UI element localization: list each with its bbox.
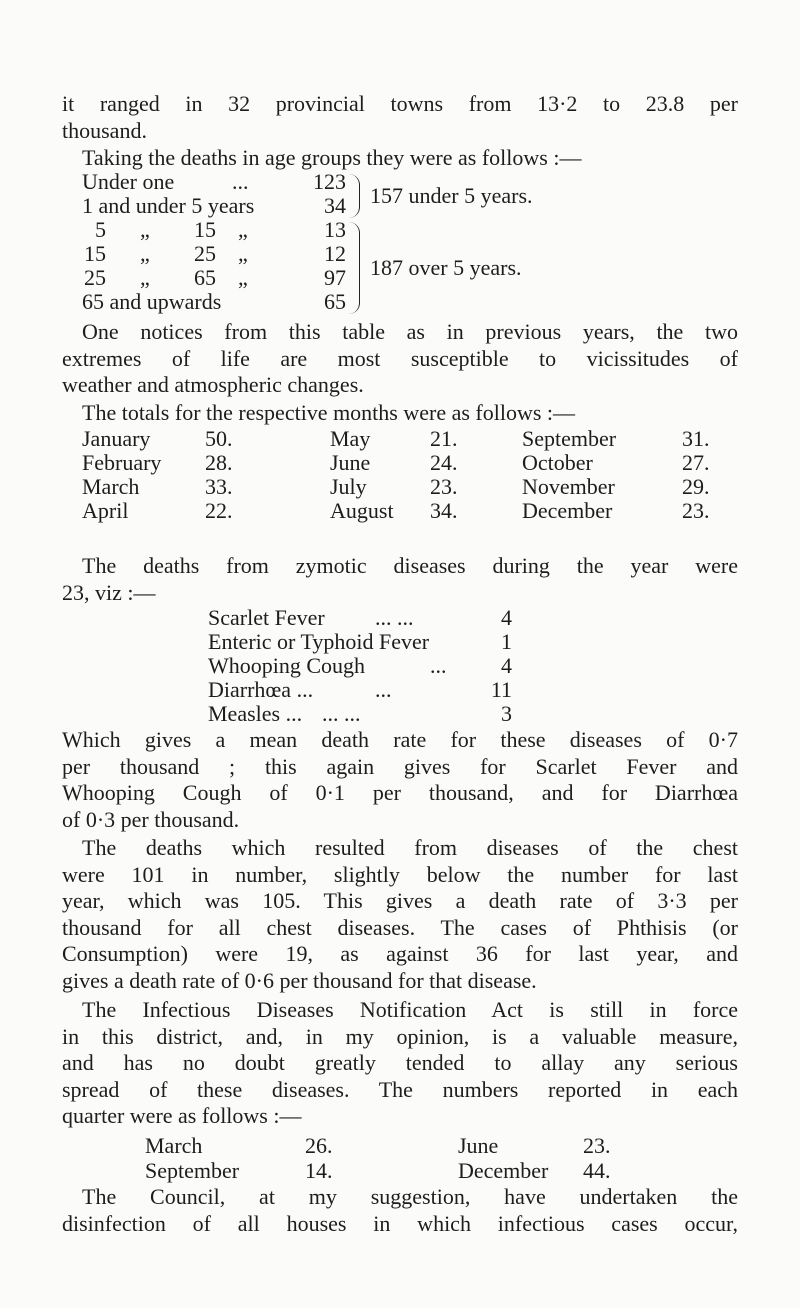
month-value: 23. <box>682 498 710 523</box>
ditto-mark: „ <box>140 217 150 242</box>
text-line: Which gives a mean death rate for these diseases of 0·7 <box>62 727 738 752</box>
quarter-value: 14. <box>305 1158 333 1183</box>
text-line: year, which was 105. This gives a death rate of 3·3 per <box>62 888 738 913</box>
text-line: gives a death rate of 0·6 per thousand for that disease. <box>62 967 537 993</box>
month-value: 29. <box>682 474 710 499</box>
paragraph-continuation <box>62 91 738 144</box>
age-value: 123 <box>313 169 346 194</box>
text-line: of 0·3 per thousand. <box>62 806 240 832</box>
summary-under-five: 157 under 5 years. <box>370 183 533 208</box>
text-line: The totals for the respective months were as follows :— <box>82 400 576 425</box>
text-line: Taking the deaths in age groups they were as follows :— <box>82 145 582 170</box>
text-line: thousand for all chest diseases. The cases of Phthisis (or <box>62 914 738 940</box>
age-value: 65 <box>324 289 346 314</box>
text-line: Consumption) were 19, as against 36 for last year, and <box>62 941 738 966</box>
age-value: 97 <box>324 265 346 290</box>
text-line: in this district, and, in my opinion, is a valuable measure, <box>62 1023 738 1049</box>
month-value: 50. <box>205 426 233 451</box>
disease-dots: ... ... <box>375 605 414 630</box>
disease-count: 11 <box>490 677 512 702</box>
text-line: it ranged in 32 provincial towns from 13·2 to 23.8 per <box>62 91 738 116</box>
month-value: 24. <box>430 450 458 475</box>
age-value: 34 <box>324 193 346 218</box>
month-name: February <box>82 450 162 475</box>
text-line: were 101 in number, slightly below the number for last <box>62 861 738 887</box>
month-value: 21. <box>430 426 458 451</box>
month-name: June <box>330 450 371 475</box>
text-line: One notices from this table as in previous years, the two <box>82 319 738 344</box>
age-from: 5 <box>95 217 106 242</box>
disease-count: 4 <box>501 605 512 630</box>
text-line: Whooping Cough of 0·1 per thousand, and for Diarrhœa <box>62 780 738 805</box>
quarter-name: September <box>145 1158 240 1183</box>
paragraph-chest-diseases <box>62 835 738 994</box>
ditto-mark: „ <box>238 217 248 242</box>
age-dots: ... <box>232 169 249 194</box>
month-name: November <box>522 474 615 499</box>
text-line: disinfection of all houses in which infectious cases occur, <box>62 1210 738 1236</box>
quarter-name: December <box>458 1158 549 1183</box>
age-from: 15 <box>84 241 106 266</box>
disease-dots: ... ... <box>322 701 361 726</box>
month-value: 34. <box>430 498 458 523</box>
disease-name: Enteric or Typhoid Fever <box>208 629 430 654</box>
age-label: Under one <box>82 169 175 194</box>
month-name: May <box>330 426 371 451</box>
quarter-name: March <box>145 1133 203 1158</box>
text-line: spread of these diseases. The numbers reported in each <box>62 1076 738 1102</box>
ditto-mark: „ <box>238 241 248 266</box>
age-label: 65 and upwards <box>82 289 222 314</box>
age-from: 25 <box>84 265 106 290</box>
age-value: 12 <box>324 241 346 266</box>
text-line: extremes of life are most susceptible to vicissitudes of <box>62 345 738 371</box>
text-line: The Infectious Diseases Notification Act is still in force <box>82 997 738 1022</box>
month-value: 28. <box>205 450 233 475</box>
month-name: July <box>330 474 367 499</box>
month-name: September <box>522 426 617 451</box>
month-name: August <box>330 498 394 523</box>
text-line: The deaths which resulted from diseases of the chest <box>82 835 738 860</box>
age-to: 25 <box>194 241 216 266</box>
paragraph-zymotic-rate <box>62 727 738 833</box>
disease-name: Measles ... <box>208 701 303 726</box>
disease-count: 3 <box>501 701 512 726</box>
ditto-mark: „ <box>238 265 248 290</box>
month-value: 27. <box>682 450 710 475</box>
quarter-value: 23. <box>583 1133 611 1158</box>
text-line: thousand. <box>62 117 147 143</box>
text-line: The Council, at my suggestion, have undertaken the <box>82 1184 738 1209</box>
month-name: October <box>522 450 593 475</box>
disease-dots: ... <box>430 653 447 678</box>
ditto-mark: „ <box>140 241 150 266</box>
disease-count: 4 <box>501 653 512 678</box>
months-intro <box>62 400 738 427</box>
ditto-mark: „ <box>140 265 150 290</box>
disease-dots: ... <box>375 677 392 702</box>
text-line: weather and atmospheric changes. <box>62 372 364 397</box>
summary-over-five: 187 over 5 years. <box>370 255 522 280</box>
month-name: January <box>82 426 151 451</box>
quarter-name: June <box>458 1133 499 1158</box>
text-line: and has no doubt greatly tended to allay any serious <box>62 1050 738 1075</box>
text-line: 23, viz :— <box>62 579 156 605</box>
month-value: 23. <box>430 474 458 499</box>
month-name: April <box>82 498 129 523</box>
month-value: 33. <box>205 474 233 499</box>
disease-name: Diarrhœa ... <box>208 677 314 702</box>
brace-over-five <box>349 222 360 314</box>
quarter-value: 26. <box>305 1133 333 1158</box>
paragraph-extremes <box>62 319 738 399</box>
disease-count: 1 <box>501 629 512 654</box>
age-value: 13 <box>324 217 346 242</box>
zymotic-intro <box>62 553 738 606</box>
age-label: 1 and under 5 years <box>82 193 255 218</box>
month-value: 31. <box>682 426 710 451</box>
brace-under-five <box>349 174 360 218</box>
text-line: per thousand ; this again gives for Scarlet Fever and <box>62 753 738 779</box>
disease-name: Whooping Cough <box>208 653 366 678</box>
month-value: 22. <box>205 498 233 523</box>
age-to: 15 <box>194 217 216 242</box>
text-line: The deaths from zymotic diseases during the year were <box>82 553 738 578</box>
paragraph-disinfection <box>62 1184 738 1237</box>
disease-name: Scarlet Fever <box>208 605 325 630</box>
month-name: December <box>522 498 613 523</box>
age-groups-intro <box>62 145 738 172</box>
paragraph-notification-act <box>62 997 738 1130</box>
month-name: March <box>82 474 140 499</box>
age-to: 65 <box>194 265 216 290</box>
text-line: quarter were as follows :— <box>62 1103 302 1128</box>
quarter-value: 44. <box>583 1158 611 1183</box>
